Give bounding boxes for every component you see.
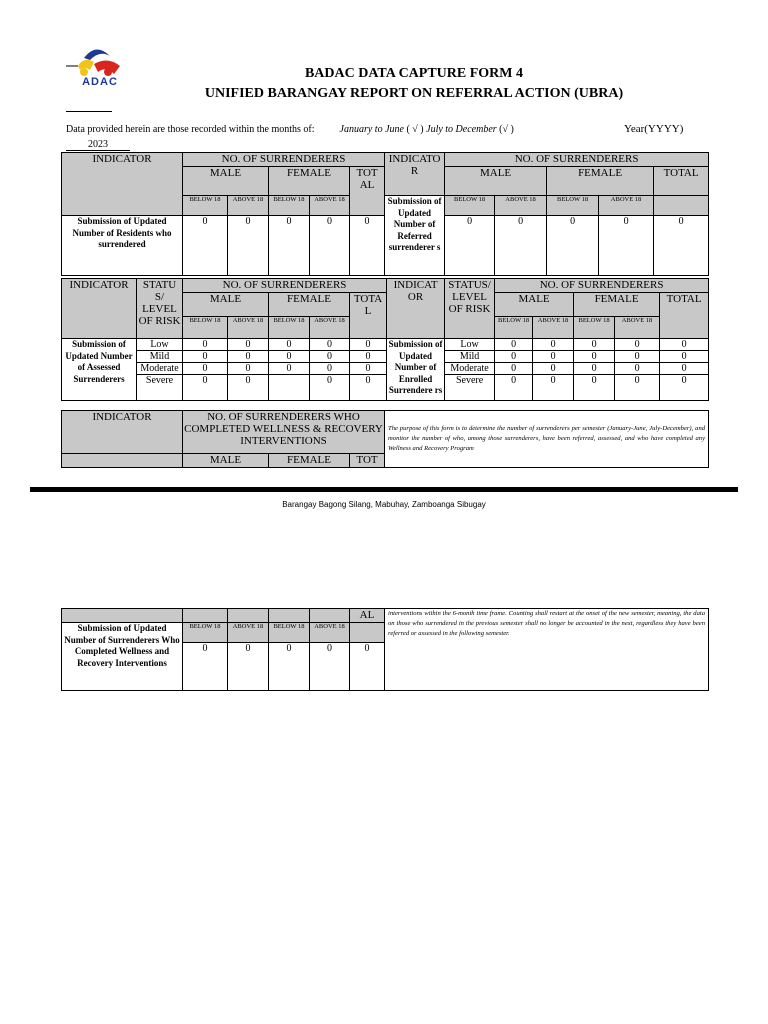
above18-header: ABOVE 18	[615, 317, 660, 339]
purpose-note: The purpose of this form is to determine the number of surrenderers per semester (January-June, July-December), and monitor the number of who, among those surrenderers, have been referred, assessed, and who have completed any Wellness and Recovery Program	[385, 411, 709, 468]
value-cell: 0	[660, 339, 709, 351]
table-residents-referred	[61, 152, 709, 276]
below18-header: BELOW 18	[445, 196, 495, 216]
value-cell: 0	[310, 643, 350, 691]
value-cell: 0	[660, 363, 709, 375]
below18-header: BELOW 18	[183, 623, 228, 643]
male-header: MALE	[495, 293, 574, 317]
page-divider	[30, 487, 738, 492]
blank-cell	[654, 196, 709, 216]
value-cell: 0	[310, 339, 350, 351]
blank-cell	[269, 609, 310, 623]
risk-mild: Mild	[137, 351, 183, 363]
indicator-header: INDICATO R	[385, 153, 445, 196]
above18-header: ABOVE 18	[533, 317, 574, 339]
male-header: MALE	[183, 454, 269, 468]
value-cell: 0	[495, 363, 533, 375]
value-cell: 0	[228, 375, 269, 401]
total-header: TOT	[350, 454, 385, 468]
indicator-cell: Submission of Updated Number of Assessed Surrenderers	[62, 339, 137, 401]
value-cell: 0	[574, 363, 615, 375]
total-header-cont: AL	[350, 609, 385, 623]
value-cell: 0	[269, 339, 310, 351]
value-cell: 0	[228, 363, 269, 375]
table-assessed-enrolled	[61, 278, 709, 401]
value-cell: 0	[574, 351, 615, 363]
value-cell: 0	[269, 351, 310, 363]
status-header: STATU S/ LEVEL OF RISK	[137, 279, 183, 339]
value-cell: 0	[574, 375, 615, 401]
value-cell: 0	[660, 375, 709, 401]
value-cell: 0	[310, 363, 350, 375]
indicator-header: INDICAT OR	[387, 279, 445, 339]
value-cell: 0	[310, 375, 350, 401]
risk-low: Low	[137, 339, 183, 351]
below18-header: BELOW 18	[547, 196, 599, 216]
risk-low: Low	[445, 339, 495, 351]
value-cell: 0	[350, 216, 385, 276]
period-jan-jun: January to June	[339, 124, 404, 135]
female-header: FEMALE	[547, 167, 654, 196]
female-header: FEMALE	[269, 454, 350, 468]
male-header: MALE	[183, 167, 269, 196]
period-jul-dec-check: (√ )	[499, 124, 514, 135]
value-cell: 0	[228, 216, 269, 276]
male-header: MALE	[183, 293, 269, 317]
logo-text: ADAC	[82, 76, 118, 88]
table-wellness-bottom	[61, 608, 709, 691]
value-cell: 0	[547, 216, 599, 276]
form-title: BADAC DATA CAPTURE FORM 4	[304, 66, 524, 81]
value-cell: 0	[310, 351, 350, 363]
value-cell: 0	[574, 339, 615, 351]
year-label: Year(YYYY)	[624, 123, 684, 135]
value-cell: 0	[654, 216, 709, 276]
value-cell: 0	[495, 351, 533, 363]
value-cell: 0	[599, 216, 654, 276]
above18-header: ABOVE 18	[310, 317, 350, 339]
value-cell: 0	[495, 375, 533, 401]
purpose-note-cont: interventions within the 6-month time frame. Counting shall restart at the onset of the new semester, meaning, the data on those who surrendered in the previous semester shall no longer be accounted in the next, regardless they have been referred or assessed in the following semester.	[385, 609, 709, 691]
blank-cell	[62, 609, 183, 623]
period-jan-jun-check: ( √ )	[406, 124, 424, 135]
below18-header: BELOW 18	[269, 623, 310, 643]
underline	[66, 111, 112, 112]
below18-header: BELOW 18	[574, 317, 615, 339]
value-cell: 0	[183, 375, 228, 401]
wellness-header: NO. OF SURRENDERERS WHO COMPLETED WELLNESS & RECOVERY INTERVENTIONS	[183, 411, 385, 454]
value-cell: 0	[183, 363, 228, 375]
footer-address: Barangay Bagong Silang, Mabuhay, Zamboanga Sibugay	[282, 500, 486, 509]
female-header: FEMALE	[574, 293, 660, 317]
value-cell: 0	[495, 339, 533, 351]
status-header: STATUS/ LEVEL OF RISK	[445, 279, 495, 339]
value-cell: 0	[533, 339, 574, 351]
below18-header: BELOW 18	[183, 196, 228, 216]
below18-header: BELOW 18	[183, 317, 228, 339]
risk-moderate: Moderate	[445, 363, 495, 375]
value-cell: 0	[350, 351, 387, 363]
value-cell: 0	[533, 363, 574, 375]
months-prefix: Data provided herein are those recorded within the months of:	[66, 124, 315, 135]
year-value: 2023	[66, 139, 130, 151]
indicator-cell: Submission of Updated Number of Residents who surrendered	[62, 216, 183, 276]
value-cell: 0	[228, 643, 269, 691]
value-cell: 0	[269, 643, 310, 691]
below18-header: BELOW 18	[495, 317, 533, 339]
value-cell	[269, 375, 310, 401]
indicator-cell: Submission of Updated Number of Enrolled Surrendere rs	[387, 339, 445, 401]
above18-header: ABOVE 18	[599, 196, 654, 216]
indicator-header: INDICATOR	[62, 153, 183, 216]
value-cell: 0	[615, 375, 660, 401]
surrenderers-header: NO. OF SURRENDERERS	[183, 279, 387, 293]
above18-header: ABOVE 18	[495, 196, 547, 216]
value-cell: 0	[183, 643, 228, 691]
value-cell: 0	[228, 351, 269, 363]
total-header: TOTAL	[654, 167, 709, 196]
male-header: MALE	[445, 167, 547, 196]
total-header: TOT AL	[350, 167, 385, 216]
above18-header: ABOVE 18	[228, 317, 269, 339]
risk-moderate: Moderate	[137, 363, 183, 375]
value-cell: 0	[350, 339, 387, 351]
value-cell: 0	[615, 339, 660, 351]
above18-header: ABOVE 18	[310, 623, 350, 643]
above18-header: ABOVE 18	[310, 196, 350, 216]
value-cell: 0	[615, 363, 660, 375]
value-cell: 0	[615, 351, 660, 363]
female-header: FEMALE	[269, 293, 350, 317]
value-cell: 0	[533, 351, 574, 363]
surrenderers-header: NO. OF SURRENDERERS	[445, 153, 709, 167]
form-subtitle: UNIFIED BARANGAY REPORT ON REFERRAL ACTION (UBRA)	[204, 86, 624, 101]
blank-cell	[183, 609, 228, 623]
value-cell: 0	[660, 351, 709, 363]
indicator-cell: Submission of Updated Number of Referred surrenderer s	[385, 196, 445, 276]
blank-cell	[228, 609, 269, 623]
blank-cell	[62, 454, 183, 468]
risk-mild: Mild	[445, 351, 495, 363]
value-cell: 0	[350, 363, 387, 375]
below18-header: BELOW 18	[269, 317, 310, 339]
indicator-cell: Submission of Updated Number of Surrenderers Who Completed Wellness and Recovery Interventions	[62, 623, 183, 691]
female-header: FEMALE	[269, 167, 350, 196]
value-cell: 0	[495, 216, 547, 276]
risk-severe: Severe	[137, 375, 183, 401]
value-cell: 0	[445, 216, 495, 276]
surrenderers-header: NO. OF SURRENDERERS	[183, 153, 385, 167]
above18-header: ABOVE 18	[228, 623, 269, 643]
value-cell: 0	[350, 375, 387, 401]
blank-cell	[350, 623, 385, 643]
value-cell: 0	[183, 351, 228, 363]
below18-header: BELOW 18	[269, 196, 310, 216]
value-cell: 0	[269, 363, 310, 375]
value-cell: 0	[350, 643, 385, 691]
months-line	[66, 124, 514, 135]
value-cell: 0	[183, 216, 228, 276]
value-cell: 0	[228, 339, 269, 351]
risk-severe: Severe	[445, 375, 495, 401]
value-cell: 0	[310, 216, 350, 276]
table-wellness-top	[61, 410, 709, 468]
value-cell: 0	[533, 375, 574, 401]
above18-header: ABOVE 18	[228, 196, 269, 216]
indicator-header: INDICATOR	[62, 279, 137, 339]
value-cell: 0	[269, 216, 310, 276]
total-header: TOTAL	[660, 293, 709, 339]
surrenderers-header: NO. OF SURRENDERERS	[495, 279, 709, 293]
value-cell: 0	[183, 339, 228, 351]
indicator-header: INDICATOR	[62, 411, 183, 454]
blank-cell	[310, 609, 350, 623]
period-jul-dec: July to December	[426, 124, 497, 135]
total-header: TOTA L	[350, 293, 387, 339]
